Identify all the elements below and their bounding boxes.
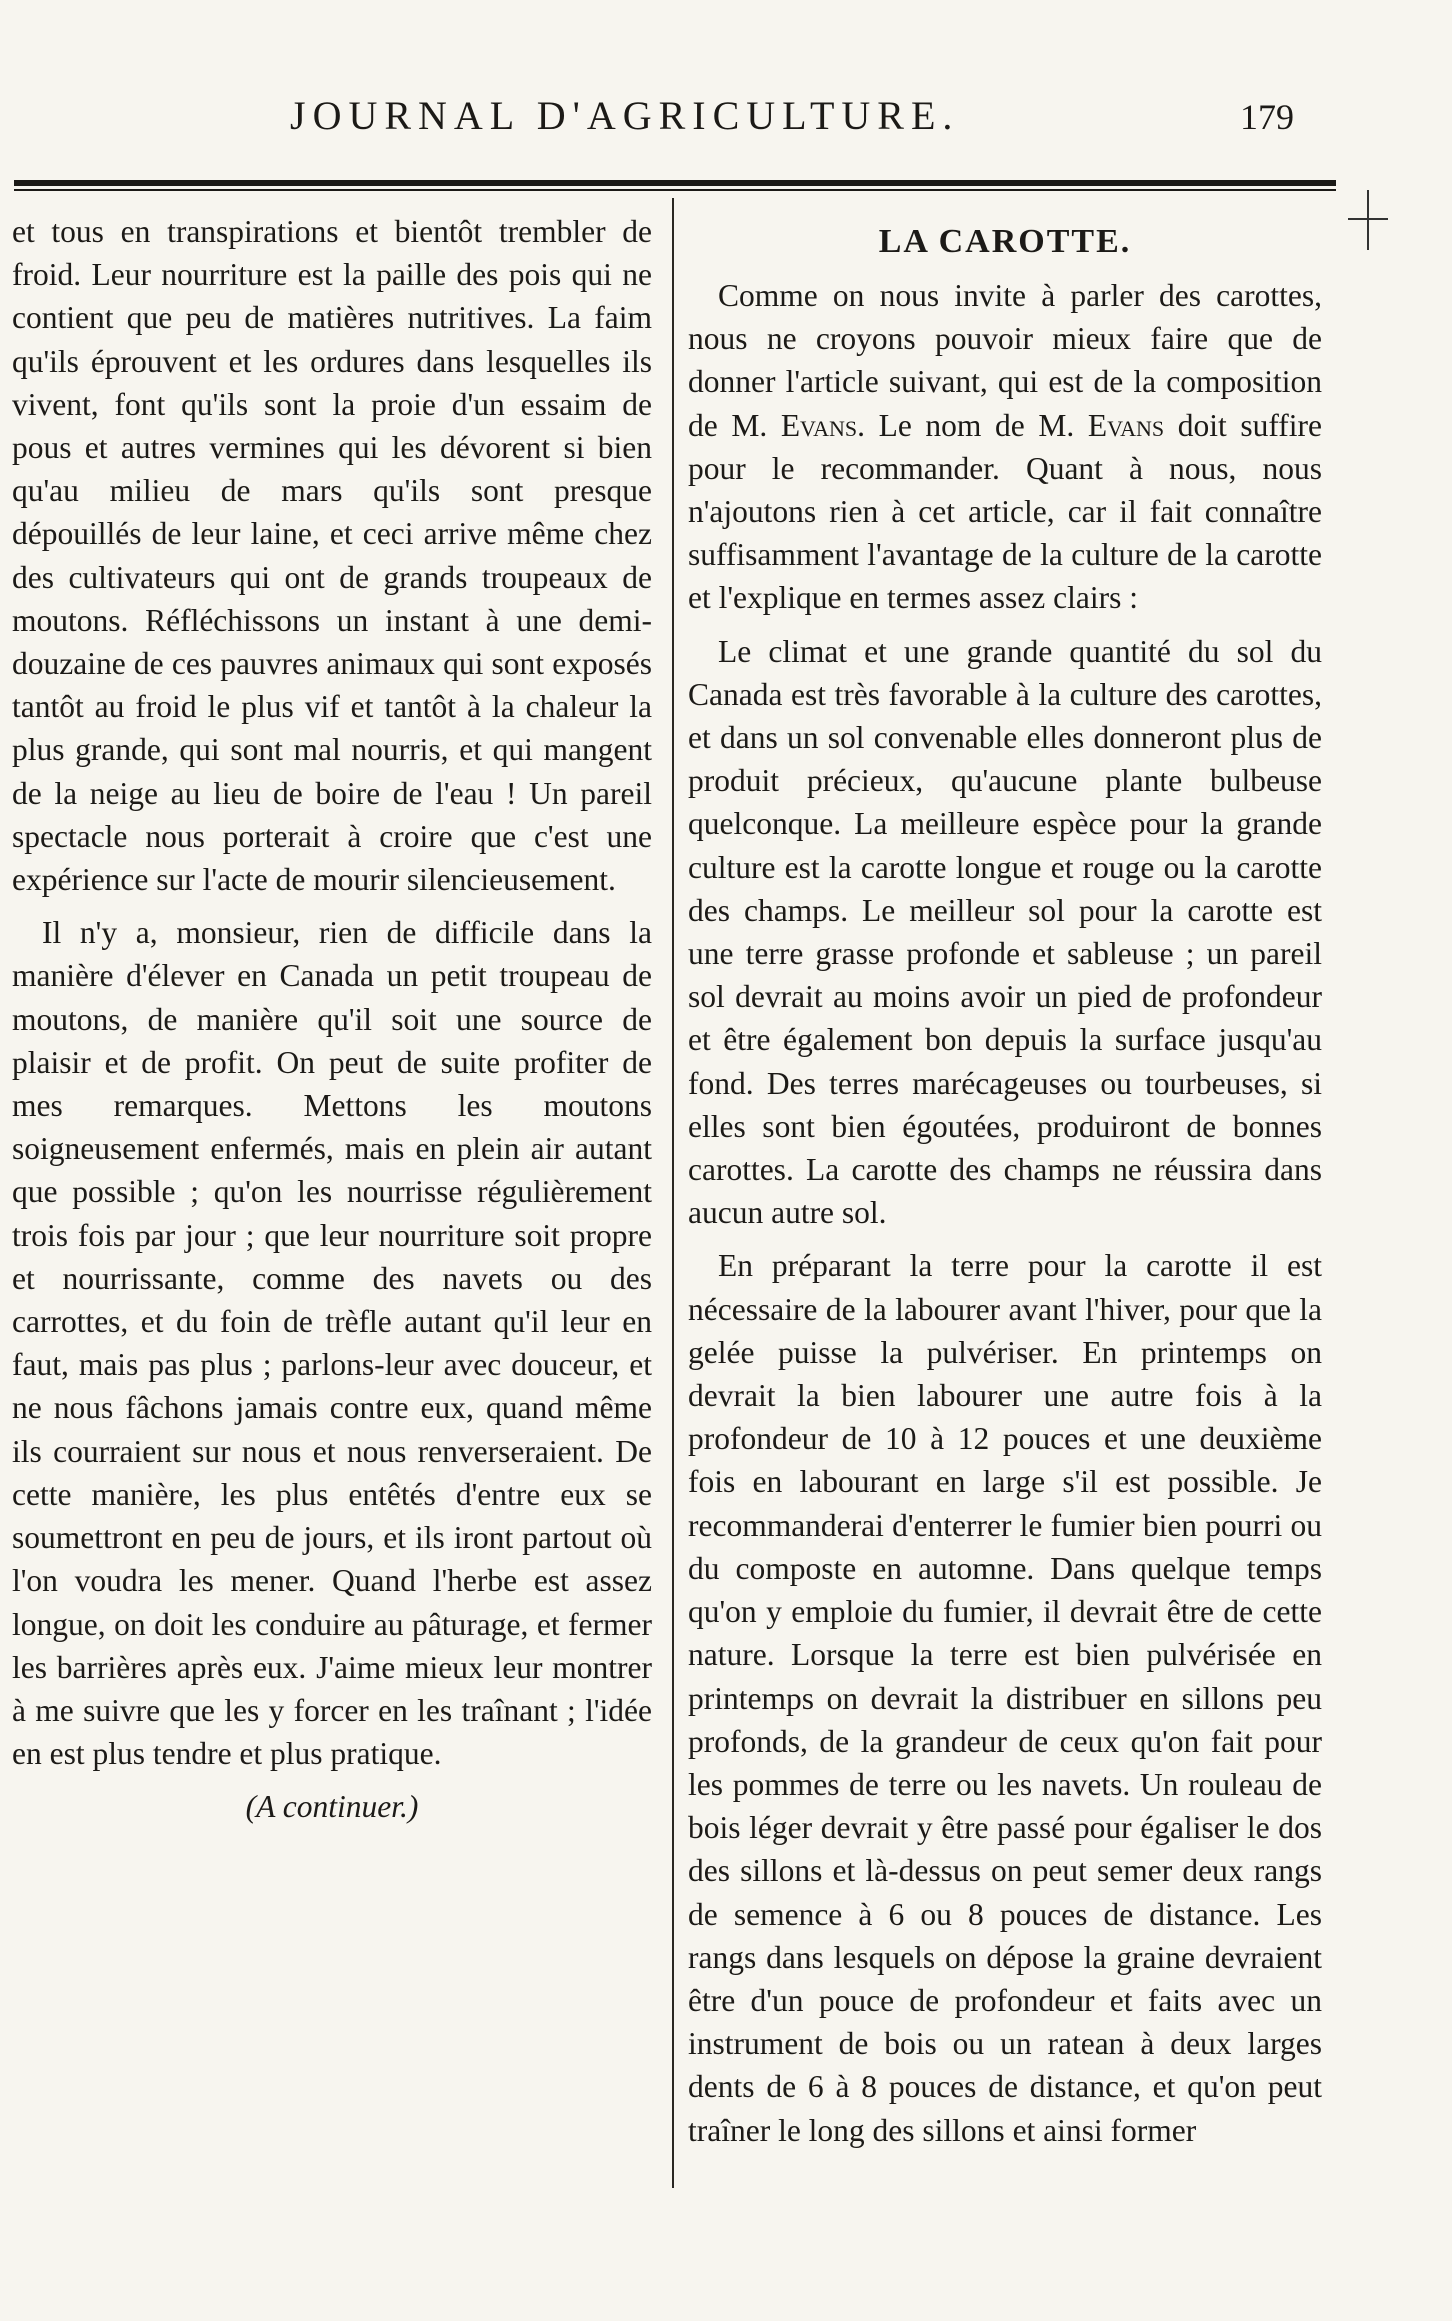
page-number: 179 <box>1240 97 1294 137</box>
right-paragraph-1: Le climat et une grande quantité du sol du Canada est très favorable à la culture des carottes, et dans un sol convenable elles donneront plus de produit précieux, qu'aucune plante bulbeuse quelconque. La meilleure espèce pour la grande culture est la carotte longue et rouge ou la carotte des champs. Le meilleur sol pour la carotte est une terre grasse profonde et sableuse ; un pareil sol devrait au moins avoir un pied de profondeur et être également bon depuis la surface jusqu'au fond. Des terres marécageuses ou tourbeuses, si elles sont bien égoutées, produiront de bonnes carottes. La carotte des champs ne réussira dans aucun autre sol. <box>688 633 1322 1231</box>
registration-mark <box>1348 190 1388 250</box>
right-column <box>688 220 1322 2152</box>
intro-text-3: doit suffire pour le recommander. Quant à nous, nous n'ajoutons rien à cet article, car il fait connaître suffisamment l'avantage de la culture de la carotte et l'explique en termes assez clairs : <box>688 407 1322 616</box>
intro-text-2: . Le nom de M. <box>857 407 1088 443</box>
article-intro <box>688 274 1322 620</box>
header-rule-thin <box>14 189 1336 191</box>
intro-text-1: Comme on nous invite à parler des carottes, nous ne croyons pouvoir mieux faire que de donner l'article suivant, qui est de la composition de M. <box>688 278 1322 443</box>
continuation-note: (A continuer.) <box>245 1789 419 1825</box>
header-rule-thick <box>14 180 1336 186</box>
left-column <box>12 210 652 1829</box>
author-name-1: Evans <box>780 407 858 443</box>
article-title: LA CAROTTE. <box>878 223 1132 260</box>
author-name-2: Evans <box>1087 407 1165 443</box>
left-paragraph-2: Il n'y a, monsieur, rien de difficile dans la manière d'élever en Canada un petit troupeau de moutons, de manière qu'il soit une source de plaisir et de profit. On peut de suite profiter de mes remarques. Mettons les moutons soigneusement enfermés, mais en plein air autant que possible ; qu'on les nourrisse régulièrement trois fois par jour ; que leur nourriture soit propre et nourrissante, comme des navets ou des carrottes, et du foin de trèfle autant qu'il leur en faut, mais pas plus ; parlons-leur avec douceur, et ne nous fâchons jamais contre eux, quand même ils courraient sur nous et nous renverseraient. De cette manière, les plus entêtés d'entre eux se soumettront en peu de jours, et ils iront partout où l'on voudra les mener. Quand l'herbe est assez longue, on doit les conduire au pâturage, et fermer les barrières après eux. J'aime mieux leur montrer à me suivre que les y forcer en les traînant ; l'idée en est plus tendre et plus pratique. <box>12 915 652 1772</box>
left-paragraph-1: et tous en transpirations et bientôt trembler de froid. Leur nourriture est la paille des pois qui ne contient que peu de matières nutritives. La faim qu'ils éprouvent et les ordures dans lesquelles ils vivent, font qu'ils sont la proie d'un essaim de pous et autres vermines qui les dévorent si bien qu'au milieu de mars qu'ils sont presque dépouillés de leur laine, et ceci arrive même chez des cultivateurs qui ont de grands troupeaux de moutons. Réfléchissons un instant à une demi-douzaine de ces pauvres animaux qui sont exposés tantôt au froid le plus vif et tantôt à la chaleur la plus grande, qui sont mal nourris, et qui mangent de la neige au lieu de boire de l'eau ! Un pareil spectacle nous porterait à croire que c'est une expérience sur l'acte de mourir silencieusement. <box>12 214 652 898</box>
right-paragraph-2: En préparant la terre pour la carotte il est nécessaire de la labourer avant l'hiver, pour que la gelée puisse la pulvériser. En printemps on devrait la bien labourer une autre fois à la profondeur de 10 à 12 pouces et une deuxième fois en labourant en large s'il est possible. Je recommanderai d'enterrer le fumier bien pourri ou du composte en automne. Dans quelque temps qu'on y emploie du fumier, il devrait être de cette nature. Lorsque la terre est bien pulvérisée en printemps on devrait la distribuer en sillons peu profonds, de la grandeur de ceux qu'on fait pour les pommes de terre ou les navets. Un rouleau de bois léger devrait y être passé pour égaliser le dos des sillons et là-dessus on peut semer deux rangs de semence à 6 ou 8 pouces de distance. Les rangs dans lesquels on dépose la graine devraient être d'un pouce de profondeur et faits avec un instrument de bois ou un ratean à deux larges dents de 6 à 8 pouces de distance, et qu'on peut traîner le long des sillons et ainsi former <box>688 1248 1322 2148</box>
journal-title: JOURNAL D'AGRICULTURE. <box>290 93 960 138</box>
running-head <box>0 92 1452 152</box>
column-divider <box>672 198 674 2188</box>
